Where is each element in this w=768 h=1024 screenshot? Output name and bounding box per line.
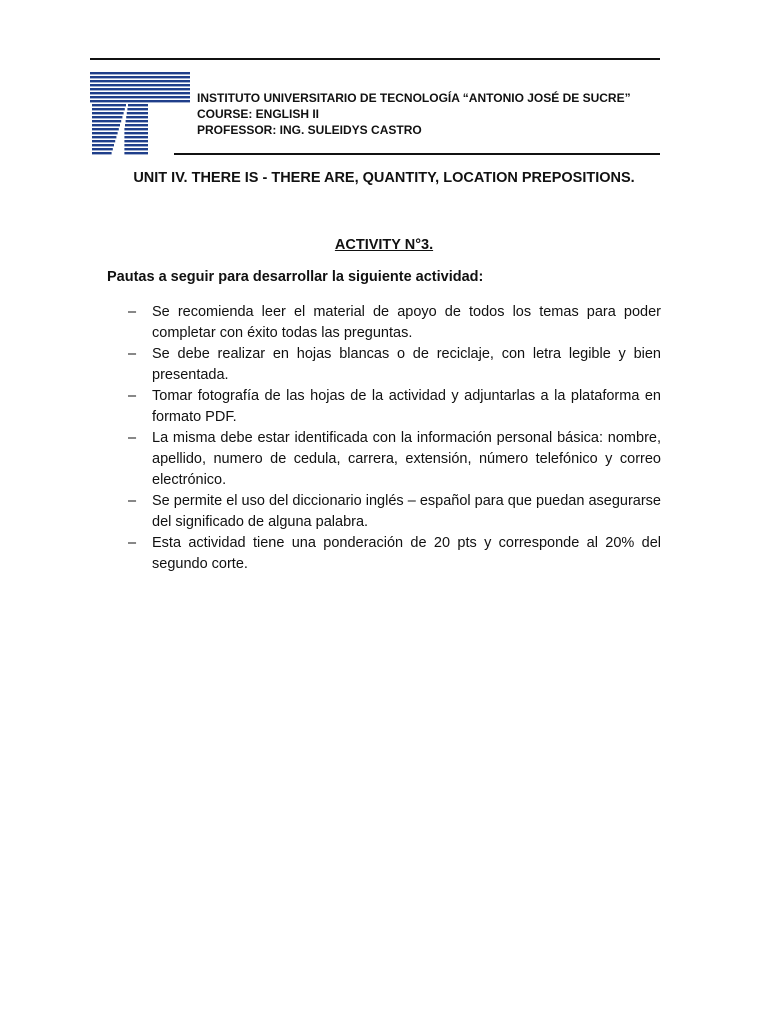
professor-name: PROFESSOR: ING. SULEIDYS CASTRO [197, 123, 422, 137]
course-name: COURSE: ENGLISH II [197, 107, 320, 121]
list-item-text: Se recomienda leer el material de apoyo de todos los temas para poder completar con éxito todas las preguntas. [152, 304, 661, 341]
header-top-rule [90, 58, 660, 60]
list-item-text: Tomar fotografía de las hojas de la actividad y adjuntarlas a la plataforma en formato PDF. [152, 388, 661, 425]
list-item [128, 386, 661, 428]
list-item [128, 344, 661, 386]
activity-title: ACTIVITY N°3. [334, 237, 434, 253]
list-item [128, 533, 661, 575]
bullet-dash: – [128, 493, 137, 509]
list-item [128, 428, 661, 491]
institution-name: INSTITUTO UNIVERSITARIO DE TECNOLOGÍA “ANTONIO JOSÉ DE SUCRE” [197, 91, 631, 105]
guidelines-list [128, 302, 661, 575]
bullet-dash: – [128, 535, 137, 551]
list-item-text: Esta actividad tiene una ponderación de 20 pts y corresponde al 20% del segundo corte. [152, 535, 661, 572]
header-info [197, 90, 631, 138]
list-item-text: Se debe realizar en hojas blancas o de reciclaje, con letra legible y bien presentada. [152, 346, 661, 383]
list-item-text: Se permite el uso del diccionario inglés – español para que puedan asegurarse del significado de alguna palabra. [152, 493, 661, 530]
list-item [128, 491, 661, 533]
header-bottom-rule [174, 153, 660, 155]
list-item-text: La misma debe estar identificada con la información personal básica: nombre, apellido, numero de cedula, carrera, extensión, número telefónico y correo electrónico. [152, 430, 661, 488]
institution-logo-icon [90, 72, 190, 158]
bullet-dash: – [128, 304, 137, 320]
bullet-dash: – [128, 388, 137, 404]
list-item [128, 302, 661, 344]
bullet-dash: – [128, 346, 137, 362]
guidelines-heading: Pautas a seguir para desarrollar la siguiente actividad: [107, 269, 484, 285]
unit-title: UNIT IV. THERE IS - THERE ARE, QUANTITY, LOCATION PREPOSITIONS. [133, 170, 635, 186]
bullet-dash: – [128, 430, 137, 446]
